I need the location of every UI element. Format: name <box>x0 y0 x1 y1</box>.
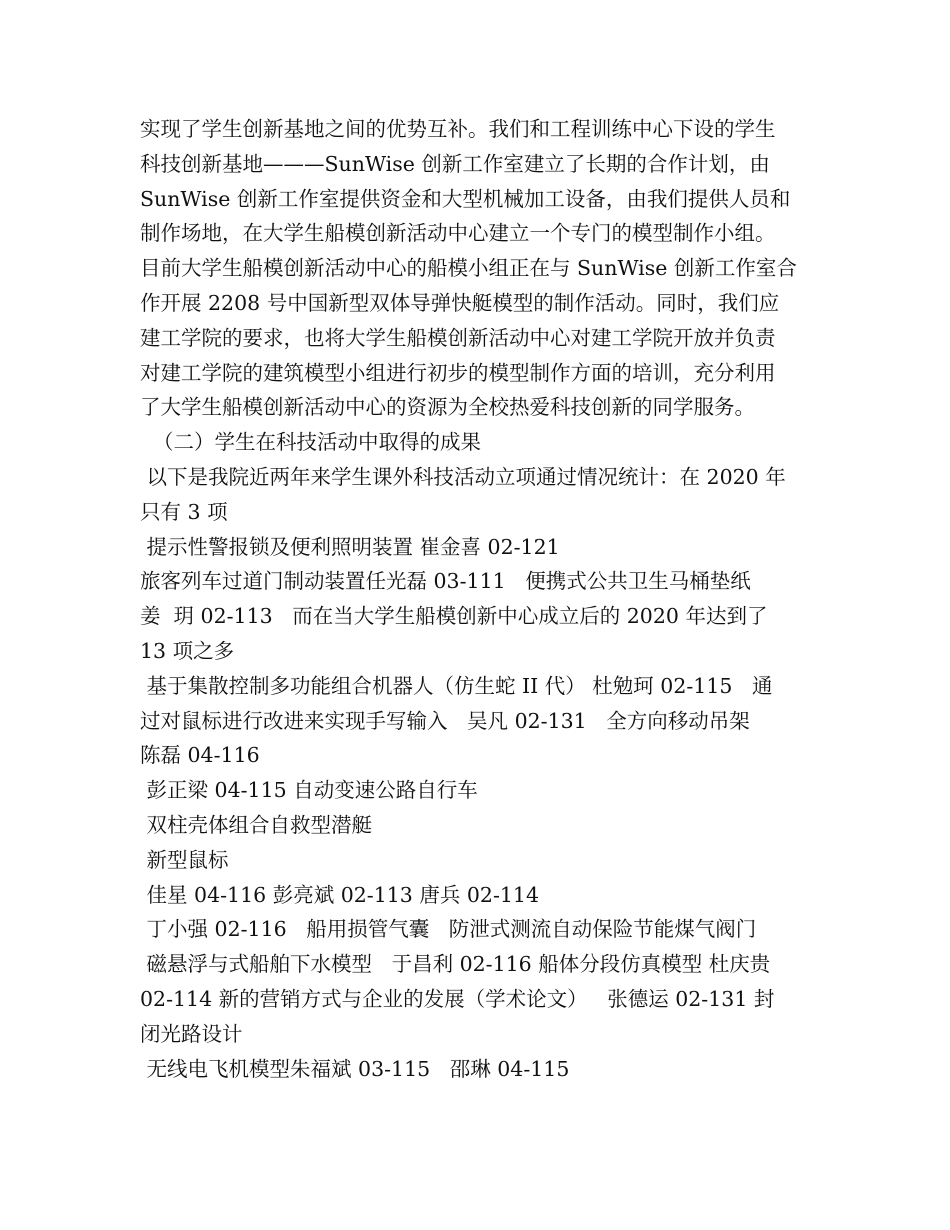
text-line: 13 项之多 <box>140 638 235 663</box>
text-line: 科技创新基地———SunWise 创新工作室建立了长期的合作计划，由 <box>140 151 770 176</box>
text-line: 新型鼠标 <box>140 847 229 872</box>
text-line: 陈磊 04-116 <box>140 743 260 768</box>
text-line: 基于集散控制多功能组合机器人（仿生蛇 II 代） 杜勉珂 02-115 通 <box>140 673 773 698</box>
text-line: 实现了学生创新基地之间的优势互补。我们和工程训练中心下设的学生 <box>140 117 776 141</box>
text-line: 制作场地，在大学生船模创新活动中心建立一个专门的模型制作小组。 <box>140 221 776 246</box>
section-heading: （二）学生在科技活动中取得的成果 <box>140 430 482 455</box>
text-line: 丁小强 02-116 船用损管气囊 防泄式测流自动保险节能煤气阀门 <box>140 917 757 942</box>
text-line: 了大学生船模创新活动中心的资源为全校热爱科技创新的同学服务。 <box>140 395 755 420</box>
text-line: 以下是我院近两年来学生课外科技活动立项通过情况统计：在 2020 年 <box>140 464 786 489</box>
text-line: SunWise 创新工作室提供资金和大型机械加工设备，由我们提供人员和 <box>140 186 791 211</box>
text-line: 02-114 新的营销方式与企业的发展（学术论文） 张德运 02-131 封 <box>140 986 775 1011</box>
text-line: 提示性警报锁及便利照明装置 崔金喜 02-121 <box>140 534 560 559</box>
text-line: 旅客列车过道门制动装置任光磊 03-111 便携式公共卫生马桶垫纸 <box>140 569 751 594</box>
text-line: 闭光路设计 <box>140 1021 243 1046</box>
text-line: 过对鼠标进行改进来实现手写输入 吴凡 02-131 全方向移动吊架 <box>140 708 750 733</box>
text-line: 目前大学生船模创新活动中心的船模小组正在与 SunWise 创新工作室合 <box>140 256 797 281</box>
text-line: 磁悬浮与式船舶下水模型 于昌利 02-116 船体分段仿真模型 杜庆贵 <box>140 952 771 977</box>
text-line: 只有 3 项 <box>140 499 228 524</box>
text-line: 作开展 2208 号中国新型双体导弹快艇模型的制作活动。同时，我们应 <box>140 290 780 315</box>
text-line: 双柱壳体组合自救型潜艇 <box>140 812 373 837</box>
text-line: 对建工学院的建筑模型小组进行初步的模型制作方面的培训，充分利用 <box>140 360 776 385</box>
text-line: 彭正梁 04-115 自动变速公路自行车 <box>140 778 478 803</box>
text-line: 佳星 04-116 彭亮斌 02-113 唐兵 02-114 <box>140 882 540 907</box>
text-line: 无线电飞机模型朱福斌 03-115 邵琳 04-115 <box>140 1056 570 1081</box>
text-line: 姜 玥 02-113 而在当大学生船模创新中心成立后的 2020 年达到了 <box>140 604 768 629</box>
text-line: 建工学院的要求，也将大学生船模创新活动中心对建工学院开放并负责 <box>140 325 776 350</box>
body-text <box>140 112 830 1086</box>
